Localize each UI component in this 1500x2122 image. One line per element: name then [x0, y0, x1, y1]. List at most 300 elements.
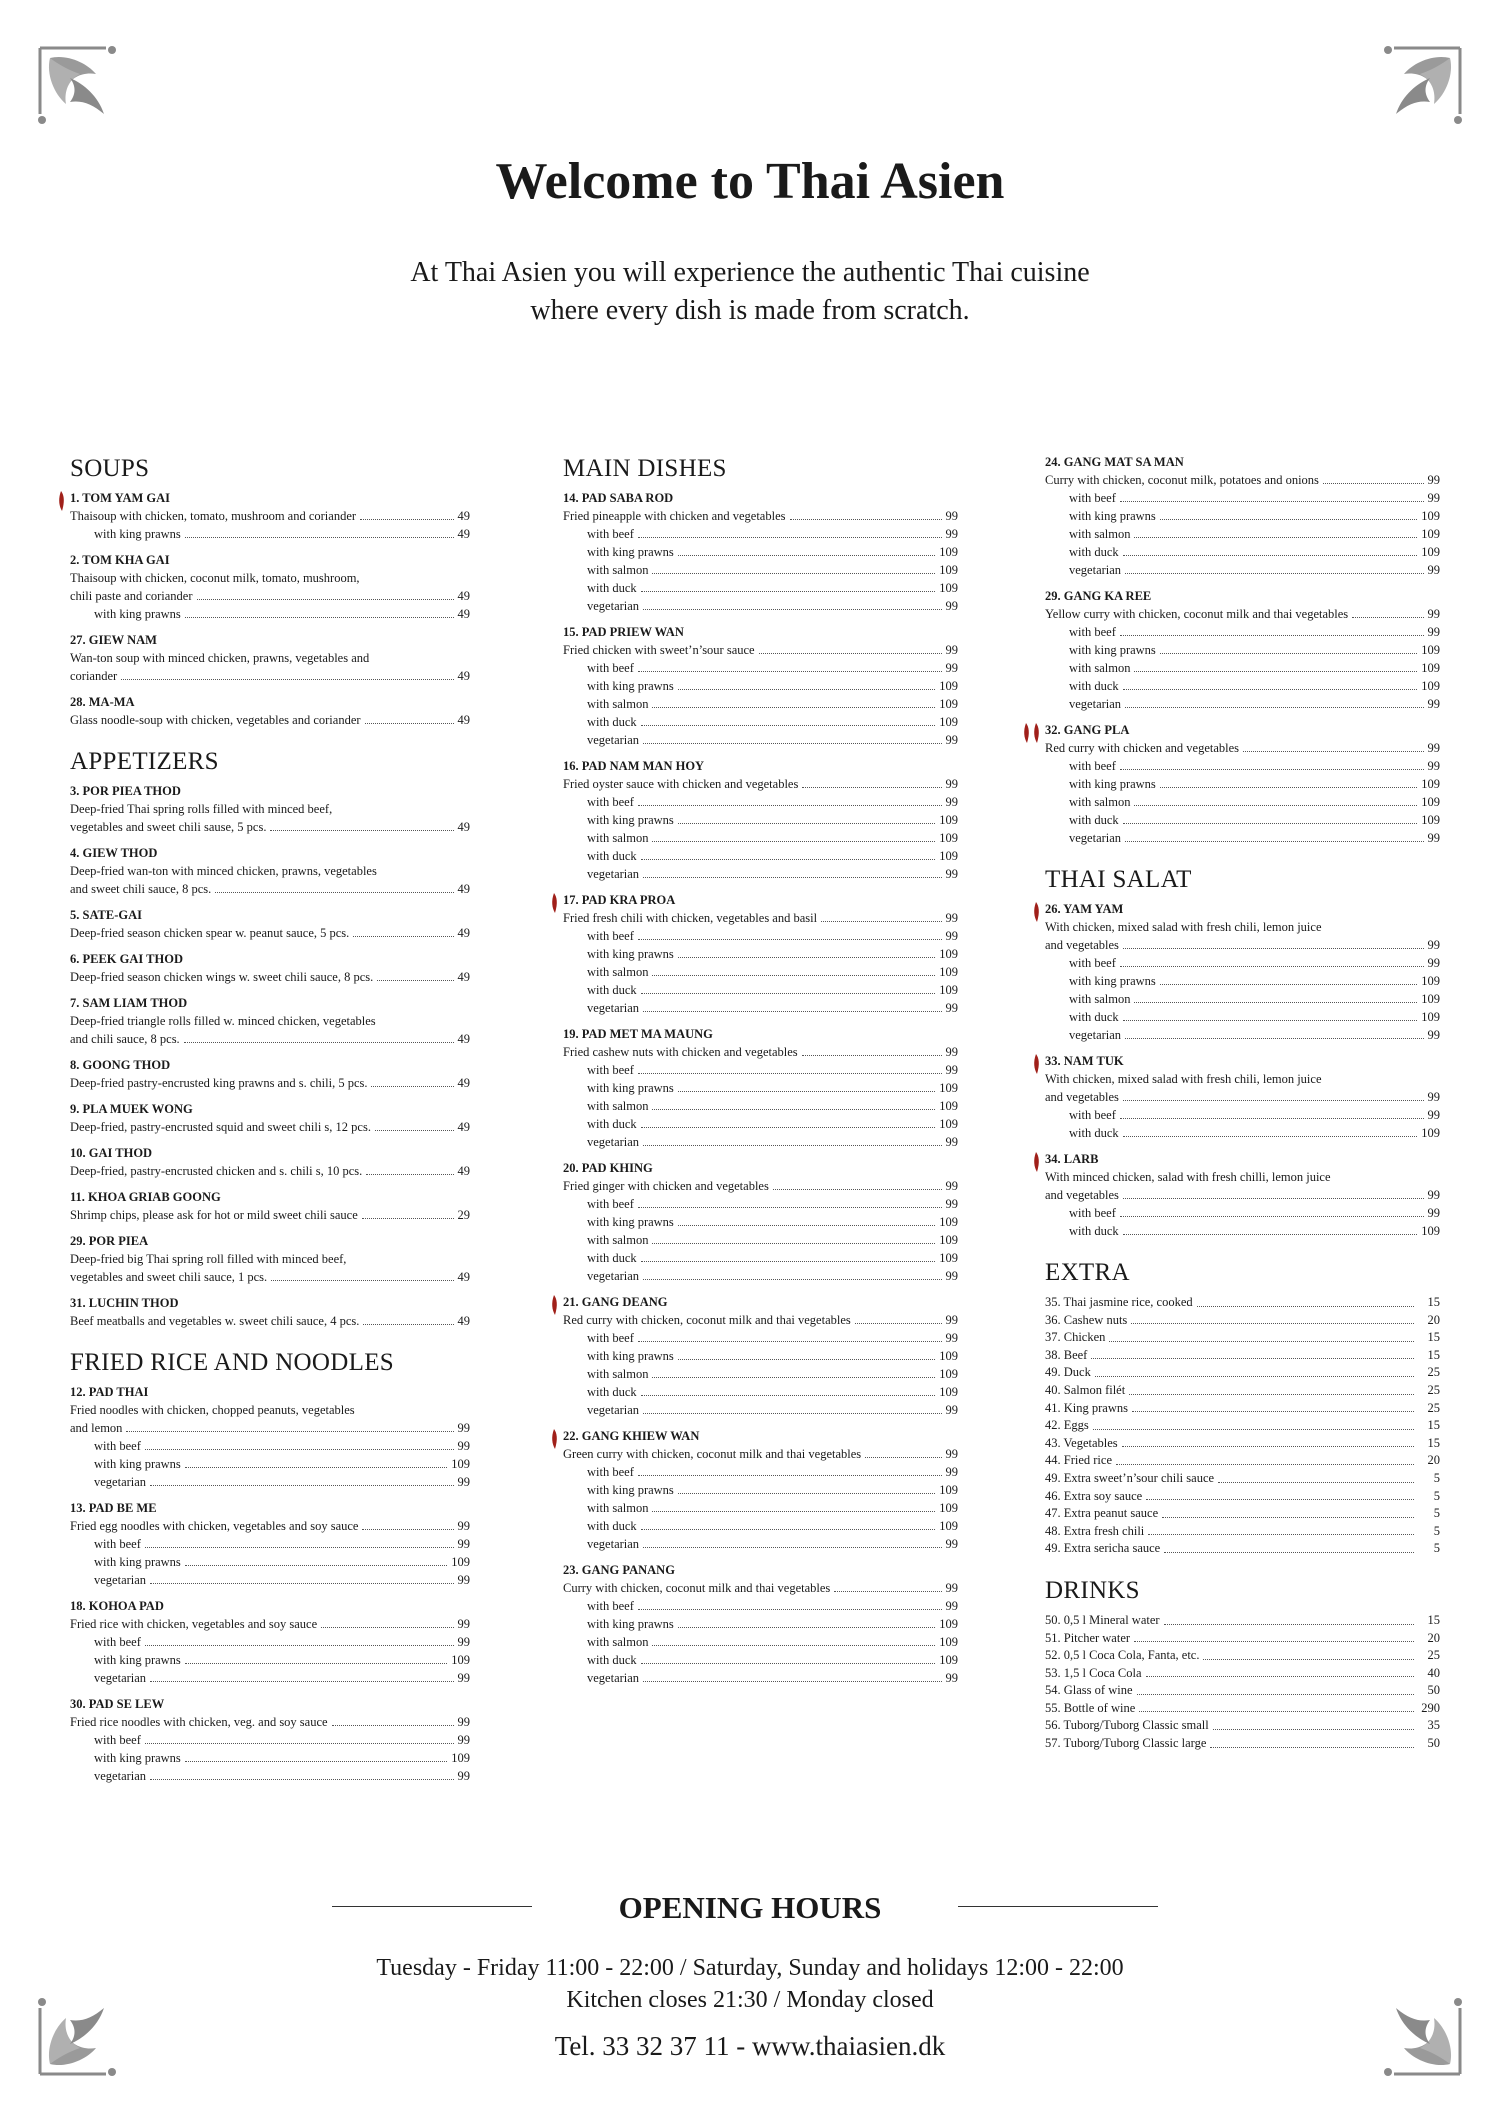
leader-dots: [1093, 1429, 1414, 1430]
variant-row: [94, 1455, 470, 1473]
variant-price: 99: [1427, 697, 1440, 711]
dish-description: [70, 1401, 470, 1419]
dish-variants: [563, 1195, 958, 1285]
leader-dots: [353, 936, 453, 937]
variant-row: [587, 1079, 958, 1097]
leader-dots: [1323, 483, 1424, 484]
variant-row: [587, 927, 958, 945]
dish-description-text: Beef meatballs and vegetables w. sweet chili sauce, 4 pcs.: [70, 1314, 360, 1328]
variant-price: 99: [945, 795, 958, 809]
item-price: 5: [1433, 1488, 1440, 1503]
variant-row: [94, 1553, 470, 1571]
leader-dots: [643, 1681, 941, 1682]
menu-section: [1045, 1576, 1440, 1753]
dish-description-text: Deep-fried, pastry-encrusted chicken and s. chili s, 10 pcs.: [70, 1164, 363, 1178]
dish-description: [70, 1030, 470, 1048]
leader-dots: [126, 1431, 453, 1432]
price: 99: [457, 1421, 470, 1435]
variant-name: with duck: [587, 1653, 637, 1667]
contact-line: Tel. 33 32 37 11 - www.thaiasien.dk: [554, 2031, 946, 2061]
price-row: [1045, 1435, 1440, 1453]
dish-description-text: and chili sauce, 8 pcs.: [70, 1032, 180, 1046]
leader-dots: [678, 689, 935, 690]
price: 99: [945, 509, 958, 523]
variant-price: 99: [457, 1439, 470, 1453]
variant-row: [587, 543, 958, 561]
item-price: 290: [1421, 1700, 1440, 1715]
variant-row: [94, 1473, 470, 1491]
variant-row: [587, 865, 958, 883]
item-name: 46. Extra soy sauce: [1045, 1488, 1143, 1503]
leader-dots: [834, 1591, 941, 1592]
leader-dots: [121, 679, 453, 680]
menu-dish: [70, 1101, 470, 1136]
leader-dots: [641, 1529, 936, 1530]
variant-row: [587, 1481, 958, 1499]
variant-name: with beef: [587, 1197, 634, 1211]
price-row: [1045, 1665, 1440, 1683]
dish-variants: [1045, 954, 1440, 1044]
variant-name: with beef: [1069, 1108, 1116, 1122]
menu-dish: [70, 1145, 470, 1180]
variant-price: 109: [1421, 795, 1440, 809]
variant-price: 109: [451, 1457, 470, 1471]
leader-dots: [271, 1280, 453, 1281]
leader-dots: [197, 599, 454, 600]
variant-price: 109: [939, 1385, 958, 1399]
variant-row: [587, 847, 958, 865]
dish-name: 16. PAD NAM MAN HOY: [563, 759, 705, 773]
dish-variants: [1045, 1106, 1440, 1142]
leader-dots: [185, 1467, 447, 1468]
menu-dish: [70, 1295, 470, 1330]
dish-description: [70, 1713, 470, 1731]
item-price: 15: [1427, 1347, 1440, 1362]
variant-name: with salmon: [587, 1099, 649, 1113]
chili-icon: [1021, 722, 1041, 744]
variant-name: with salmon: [1069, 992, 1131, 1006]
intro-line: At Thai Asien you will experience the authentic Thai cuisine: [410, 257, 1090, 288]
variant-row: [587, 1499, 958, 1517]
item-price: 25: [1427, 1382, 1440, 1397]
dish-description: [70, 1312, 470, 1330]
dish-name: 5. SATE-GAI: [70, 908, 143, 922]
variant-name: vegetarian: [587, 733, 640, 747]
dish-description: [1045, 605, 1440, 623]
leader-dots: [802, 1055, 942, 1056]
variant-price: 99: [945, 527, 958, 541]
dish-description: [70, 1074, 470, 1092]
leader-dots: [1160, 787, 1417, 788]
leader-dots: [1139, 1711, 1414, 1712]
variant-row: [94, 1571, 470, 1589]
item-price: 25: [1427, 1365, 1440, 1380]
variant-name: vegetarian: [94, 1769, 147, 1783]
menu-dish: [70, 951, 470, 986]
dish-description: [70, 1250, 470, 1268]
dish-description: [70, 968, 470, 986]
price-row: [1045, 1717, 1440, 1735]
dish-description: [563, 1579, 958, 1597]
price: 99: [945, 1045, 958, 1059]
item-name: 49. Duck: [1045, 1365, 1091, 1380]
variant-price: 99: [945, 1135, 958, 1149]
chili-icon: [1031, 1151, 1041, 1173]
variant-price: 109: [939, 679, 958, 693]
dish-description: [70, 569, 470, 587]
chili-icon: [1031, 1053, 1041, 1075]
variant-name: with king prawns: [587, 1215, 674, 1229]
variant-name: with beef: [587, 795, 634, 809]
variant-row: [1069, 677, 1440, 695]
item-price: 15: [1427, 1418, 1440, 1433]
dish-description: [563, 909, 958, 927]
item-price: 20: [1427, 1312, 1440, 1327]
menu-dish: [1045, 588, 1440, 713]
variant-price: 109: [939, 1653, 958, 1667]
corner-ornament-icon: [36, 44, 146, 154]
item-name: 43. Vegetables: [1045, 1435, 1118, 1450]
variant-price: 109: [939, 1483, 958, 1497]
variant-row: [1069, 659, 1440, 677]
variant-row: [587, 525, 958, 543]
dish-description-text: vegetables and sweet chili sause, 5 pcs.: [70, 820, 267, 834]
dish-name: 22. GANG KHIEW WAN: [563, 1429, 700, 1443]
variant-row: [1069, 990, 1440, 1008]
leader-dots: [638, 1073, 942, 1074]
dish-name: 18. KOHOA PAD: [70, 1599, 164, 1613]
leader-dots: [1123, 1020, 1418, 1021]
dish-description-text: Deep-fried, pastry-encrusted squid and sweet chili s, 12 pcs.: [70, 1120, 371, 1134]
variant-name: with salmon: [1069, 661, 1131, 675]
chili-icon: [549, 1294, 559, 1316]
variant-price: 109: [1421, 777, 1440, 791]
variant-name: with beef: [1069, 956, 1116, 970]
chili-icon: [549, 1428, 559, 1450]
leader-dots: [652, 1243, 935, 1244]
dish-description: [70, 880, 470, 898]
variant-price: 109: [1421, 1010, 1440, 1024]
variant-name: vegetarian: [587, 1671, 640, 1685]
variant-name: vegetarian: [1069, 563, 1122, 577]
leader-dots: [638, 805, 942, 806]
leader-dots: [1134, 1641, 1414, 1642]
variant-name: with beef: [1069, 625, 1116, 639]
variant-price: 99: [1427, 491, 1440, 505]
dish-description: [1045, 1070, 1440, 1088]
variant-price: 109: [939, 1233, 958, 1247]
variant-row: [94, 1651, 470, 1669]
leader-dots: [184, 1042, 454, 1043]
dish-description: [563, 775, 958, 793]
variant-row: [94, 1731, 470, 1749]
variant-name: with beef: [94, 1635, 141, 1649]
dish-description-text: chili paste and coriander: [70, 589, 193, 603]
dish-description-text: Fried chicken with sweet’n’sour sauce: [563, 643, 755, 657]
dish-description: [1045, 739, 1440, 757]
leader-dots: [790, 519, 942, 520]
menu-dish: [70, 552, 470, 623]
variant-row: [587, 695, 958, 713]
variant-price: 99: [945, 867, 958, 881]
leader-dots: [678, 1493, 935, 1494]
variant-price: 109: [1421, 974, 1440, 988]
dish-description-text: Glass noodle-soup with chicken, vegetables and coriander: [70, 713, 361, 727]
price: 49: [457, 1076, 470, 1090]
price-row: [1045, 1700, 1440, 1718]
menu-dish: [1045, 901, 1440, 1044]
menu-section: [70, 454, 470, 729]
variant-row: [587, 999, 958, 1017]
variant-name: with duck: [1069, 1010, 1119, 1024]
variant-price: 109: [939, 1501, 958, 1515]
leader-dots: [1129, 1394, 1414, 1395]
variant-row: [1069, 1222, 1440, 1240]
item-name: 41. King prawns: [1045, 1400, 1128, 1415]
price: 99: [457, 1715, 470, 1729]
variant-price: 109: [939, 813, 958, 827]
price-row: [1045, 1452, 1440, 1470]
variant-price: 99: [945, 1671, 958, 1685]
variant-name: with king prawns: [94, 607, 181, 621]
dish-description-text: Red curry with chicken and vegetables: [1045, 741, 1240, 755]
item-name: 50. 0,5 l Mineral water: [1045, 1612, 1160, 1627]
variant-row: [94, 1767, 470, 1785]
variant-price: 109: [451, 1555, 470, 1569]
variant-name: with king prawns: [94, 527, 181, 541]
leader-dots: [1123, 555, 1418, 556]
dish-name: 9. PLA MUEK WONG: [70, 1102, 193, 1116]
price: 99: [1427, 938, 1440, 952]
dish-variants: [1045, 489, 1440, 579]
variant-name: with salmon: [1069, 527, 1131, 541]
dish-name: 10. GAI THOD: [70, 1146, 153, 1160]
variant-name: with duck: [587, 715, 637, 729]
variant-row: [94, 1669, 470, 1687]
variant-row: [1069, 1204, 1440, 1222]
leader-dots: [643, 1145, 941, 1146]
variant-name: with king prawns: [587, 545, 674, 559]
menu-dish: [1045, 1053, 1440, 1142]
price: 49: [457, 1032, 470, 1046]
variant-row: [587, 811, 958, 829]
menu-section: [70, 747, 470, 1330]
price-row: [1045, 1347, 1440, 1365]
dish-description-text: Deep-fried wan-ton with minced chicken, prawns, vegetables: [70, 864, 377, 878]
leader-dots: [1109, 1341, 1414, 1342]
leader-dots: [1120, 966, 1424, 967]
variant-price: 109: [939, 715, 958, 729]
variant-name: vegetarian: [587, 867, 640, 881]
dish-variants: [563, 927, 958, 1017]
leader-dots: [1120, 635, 1424, 636]
leader-dots: [1091, 1358, 1414, 1359]
variant-name: with salmon: [587, 1501, 649, 1515]
leader-dots: [678, 1627, 935, 1628]
price: 49: [457, 970, 470, 984]
variant-name: vegetarian: [1069, 831, 1122, 845]
menu-dish: [70, 1189, 470, 1224]
variant-row: [587, 1463, 958, 1481]
variant-row: [1069, 1106, 1440, 1124]
dish-description: [70, 507, 470, 525]
variant-name: with beef: [587, 1465, 634, 1479]
item-price: 5: [1433, 1523, 1440, 1538]
dish-description: [70, 1419, 470, 1437]
price: 99: [945, 643, 958, 657]
leader-dots: [652, 1377, 935, 1378]
leader-dots: [1125, 841, 1423, 842]
item-price: 25: [1427, 1400, 1440, 1415]
variant-name: vegetarian: [1069, 697, 1122, 711]
dish-description-text: Deep-fried Thai spring rolls filled with minced beef,: [70, 802, 333, 816]
item-name: 54. Glass of wine: [1045, 1683, 1133, 1698]
dish-description: [70, 711, 470, 729]
variant-name: with beef: [587, 1063, 634, 1077]
variant-price: 109: [939, 1251, 958, 1265]
variant-row: [587, 1267, 958, 1285]
variant-price: 49: [457, 607, 470, 621]
variant-price: 109: [939, 1081, 958, 1095]
variant-name: with king prawns: [587, 947, 674, 961]
item-name: 49. Extra sweet’n’sour chili sauce: [1045, 1470, 1215, 1485]
leader-dots: [1125, 573, 1423, 574]
leader-dots: [1131, 1323, 1414, 1324]
variant-price: 99: [945, 599, 958, 613]
leader-dots: [1160, 519, 1417, 520]
menu-dish: [563, 490, 958, 615]
menu-dish: [70, 1500, 470, 1589]
leader-dots: [185, 1663, 447, 1664]
item-name: 37. Chicken: [1045, 1330, 1106, 1345]
variant-name: vegetarian: [587, 1403, 640, 1417]
leader-dots: [652, 1645, 935, 1646]
leader-dots: [1123, 1136, 1418, 1137]
variant-row: [1069, 543, 1440, 561]
leader-dots: [678, 1359, 935, 1360]
variant-price: 109: [939, 1215, 958, 1229]
variant-row: [587, 945, 958, 963]
corner-ornament-icon: [1354, 44, 1464, 154]
dish-variants: [70, 605, 470, 623]
dish-variants: [70, 1437, 470, 1491]
leader-dots: [638, 537, 942, 538]
price: 99: [1427, 1188, 1440, 1202]
item-name: 35. Thai jasmine rice, cooked: [1045, 1295, 1193, 1309]
price: 99: [945, 1313, 958, 1327]
menu-dish: [70, 907, 470, 942]
intro-text: [0, 254, 1500, 330]
leader-dots: [1116, 1464, 1414, 1465]
variant-price: 109: [1421, 527, 1440, 541]
variant-row: [94, 605, 470, 623]
variant-name: with beef: [587, 661, 634, 675]
variant-name: with king prawns: [587, 1483, 674, 1497]
variant-row: [587, 713, 958, 731]
leader-dots: [641, 859, 936, 860]
leader-dots: [652, 1511, 935, 1512]
price-row: [1045, 1488, 1440, 1506]
variant-name: with king prawns: [587, 813, 674, 827]
dish-name: 27. GIEW NAM: [70, 633, 157, 647]
variant-row: [587, 597, 958, 615]
variant-name: vegetarian: [587, 1001, 640, 1015]
leader-dots: [366, 1174, 453, 1175]
dish-description-text: With chicken, mixed salad with fresh chili, lemon juice: [1045, 920, 1322, 934]
leader-dots: [1243, 751, 1423, 752]
variant-row: [587, 1365, 958, 1383]
variant-price: 99: [457, 1671, 470, 1685]
dish-variants: [70, 1535, 470, 1589]
leader-dots: [643, 877, 941, 878]
dish-name: 20. PAD KHING: [563, 1161, 653, 1175]
variant-row: [1069, 507, 1440, 525]
dish-description-text: Thaisoup with chicken, tomato, mushroom and coriander: [70, 509, 357, 523]
leader-dots: [1120, 1118, 1424, 1119]
dish-name: 31. LUCHIN THOD: [70, 1296, 179, 1310]
leader-dots: [678, 957, 935, 958]
leader-dots: [643, 1413, 941, 1414]
variant-price: 99: [457, 1537, 470, 1551]
price: 49: [457, 589, 470, 603]
leader-dots: [1352, 617, 1423, 618]
variant-row: [587, 1231, 958, 1249]
leader-dots: [638, 939, 942, 940]
dish-description: [70, 1517, 470, 1535]
variant-name: with beef: [1069, 759, 1116, 773]
dish-name: 2. TOM KHA GAI: [70, 553, 170, 567]
variant-row: [587, 1329, 958, 1347]
chili-icon: [549, 892, 559, 914]
leader-dots: [150, 1485, 453, 1486]
menu-dish: [563, 1562, 958, 1687]
leader-dots: [641, 993, 936, 994]
leader-dots: [145, 1547, 454, 1548]
variant-name: with king prawns: [1069, 777, 1156, 791]
dish-variants: [70, 1731, 470, 1785]
variant-row: [1069, 561, 1440, 579]
variant-price: 109: [939, 1349, 958, 1363]
leader-dots: [145, 1449, 454, 1450]
variant-price: 109: [939, 965, 958, 979]
variant-price: 109: [939, 983, 958, 997]
leader-dots: [362, 1218, 454, 1219]
variant-price: 109: [939, 545, 958, 559]
price: 99: [457, 1617, 470, 1631]
variant-price: 99: [945, 1599, 958, 1613]
dish-variants: [563, 793, 958, 883]
leader-dots: [1160, 984, 1417, 985]
variant-name: vegetarian: [587, 1537, 640, 1551]
section-heading: DRINKS: [1045, 1576, 1140, 1604]
dish-description-text: Fried noodles with chicken, chopped peanuts, vegetables: [70, 1403, 355, 1417]
dish-name: 4. GIEW THOD: [70, 846, 158, 860]
leader-dots: [360, 519, 453, 520]
variant-row: [587, 579, 958, 597]
leader-dots: [1123, 689, 1418, 690]
variant-name: with king prawns: [94, 1555, 181, 1569]
chili-icon: [1031, 901, 1041, 923]
menu-section: [563, 454, 958, 1687]
leader-dots: [270, 830, 453, 831]
variant-name: with beef: [94, 1439, 141, 1453]
variant-name: with beef: [94, 1733, 141, 1747]
variant-name: with beef: [94, 1537, 141, 1551]
menu-dish: [563, 1026, 958, 1151]
leader-dots: [1134, 1002, 1417, 1003]
variant-row: [1069, 972, 1440, 990]
item-price: 15: [1427, 1330, 1440, 1345]
